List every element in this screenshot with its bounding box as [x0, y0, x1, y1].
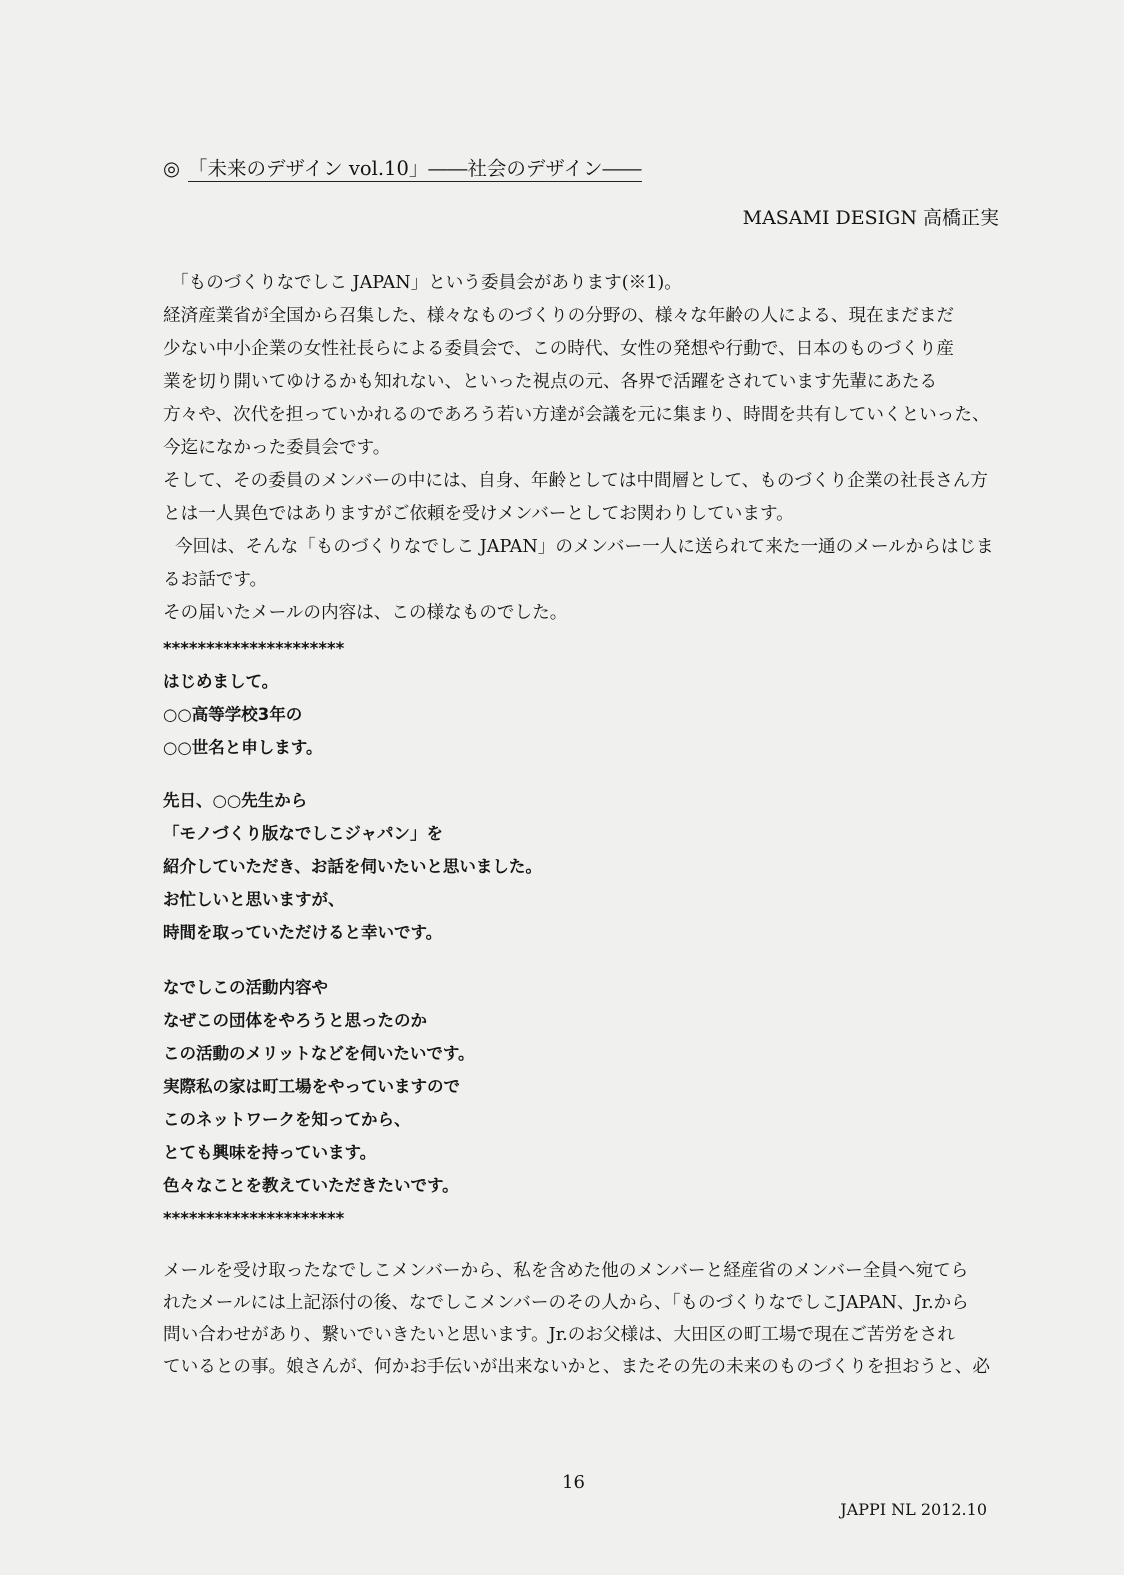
page-number: 16 — [562, 1472, 585, 1493]
intro-paragraphs — [163, 267, 1003, 630]
email-line: 紹介していただき、お話を伺いたいと思いました。 — [163, 857, 542, 876]
email-line: なでしこの活動内容や — [163, 978, 328, 997]
email-separator-top: ********************* — [163, 639, 345, 658]
publication-label: JAPPI NL 2012.10 — [840, 1500, 987, 1519]
intro-line: その届いたメールの内容は、この様なものでした。 — [163, 603, 568, 623]
intro-line: 業を切り開いてゆけるかも知れない、といった視点の元、各界で活躍をされています先輩にあたる — [163, 372, 938, 392]
intro-line: るお話です。 — [163, 570, 268, 590]
title-mark: ◎ — [163, 157, 181, 180]
email-line: この活動のメリットなどを伺いたいです。 — [163, 1044, 475, 1063]
closing-line: メールを受け取ったなでしこメンバーから、私を含めた他のメンバーと経産省のメンバー全員へ宛てら — [163, 1261, 969, 1281]
intro-line: そして、その委員のメンバーの中には、自身、年齢としては中間層として、ものづくり企業の社長さん方 — [163, 471, 988, 491]
email-line: はじめまして。 — [163, 672, 279, 691]
email-line: お忙しいと思いますが、 — [163, 890, 345, 909]
quoted-email — [163, 632, 763, 1235]
email-line: とても興味を持っています。 — [163, 1143, 377, 1162]
email-line: 先日、○○先生から — [163, 791, 308, 810]
email-line: ○○高等学校3年の — [163, 705, 303, 724]
email-line: 実際私の家は町工場をやっていますので — [163, 1077, 460, 1096]
intro-line: 「ものづくりなでしこ JAPAN」という委員会があります(※1)。 — [171, 273, 682, 293]
email-line: 色々なことを教えていただきたいです。 — [163, 1176, 459, 1195]
email-separator-bottom: ********************* — [163, 1209, 345, 1228]
intro-line: 方々や、次代を担っていかれるのであろう若い方達が会議を元に集まり、時間を共有していくといった、 — [163, 405, 990, 425]
email-line: 「モノづくり版なでしこジャパン」を — [163, 824, 444, 843]
intro-line: 今迄になかった委員会です。 — [163, 438, 391, 458]
article-title — [163, 154, 642, 184]
closing-line: ているとの事。娘さんが、何かお手伝いが出来ないかと、またその先の未来のものづくりを担おうと、必 — [163, 1357, 990, 1377]
closing-paragraph — [163, 1255, 1003, 1383]
email-line: ○○世名と申します。 — [163, 738, 323, 757]
intro-line: 経済産業省が全国から召集した、様々なものづくりの分野の、様々な年齢の人による、現在まだまだ — [163, 306, 955, 326]
author-byline: MASAMI DESIGN 高橋正実 — [742, 207, 999, 229]
intro-line: 少ない中小企業の女性社長らによる委員会で、この時代、女性の発想や行動で、日本のものづくり産 — [163, 339, 955, 359]
intro-line: とは一人異色ではありますがご依頼を受けメンバーとしてお関わりしています。 — [163, 504, 794, 524]
email-line: 時間を取っていただけると幸いです。 — [163, 923, 443, 942]
intro-line: 今回は、そんな「ものづくりなでしこ JAPAN」のメンバー一人に送られて来た一通のメールからはじま — [175, 537, 994, 557]
closing-line: 問い合わせがあり、繋いでいきたいと思います。Jr.のお父様は、大田区の町工場で現在ご苦労をされ — [163, 1325, 955, 1345]
title-text: 「未来のデザイン vol.10」――社会のデザイン―― — [188, 157, 642, 180]
email-line: このネットワークを知ってから、 — [163, 1110, 411, 1129]
closing-line: れたメールには上記添付の後、なでしこメンバーのその人から、「ものづくりなでしこJAPAN、Jr.から — [163, 1293, 969, 1313]
email-line: なぜこの団体をやろうと思ったのか — [163, 1011, 427, 1030]
